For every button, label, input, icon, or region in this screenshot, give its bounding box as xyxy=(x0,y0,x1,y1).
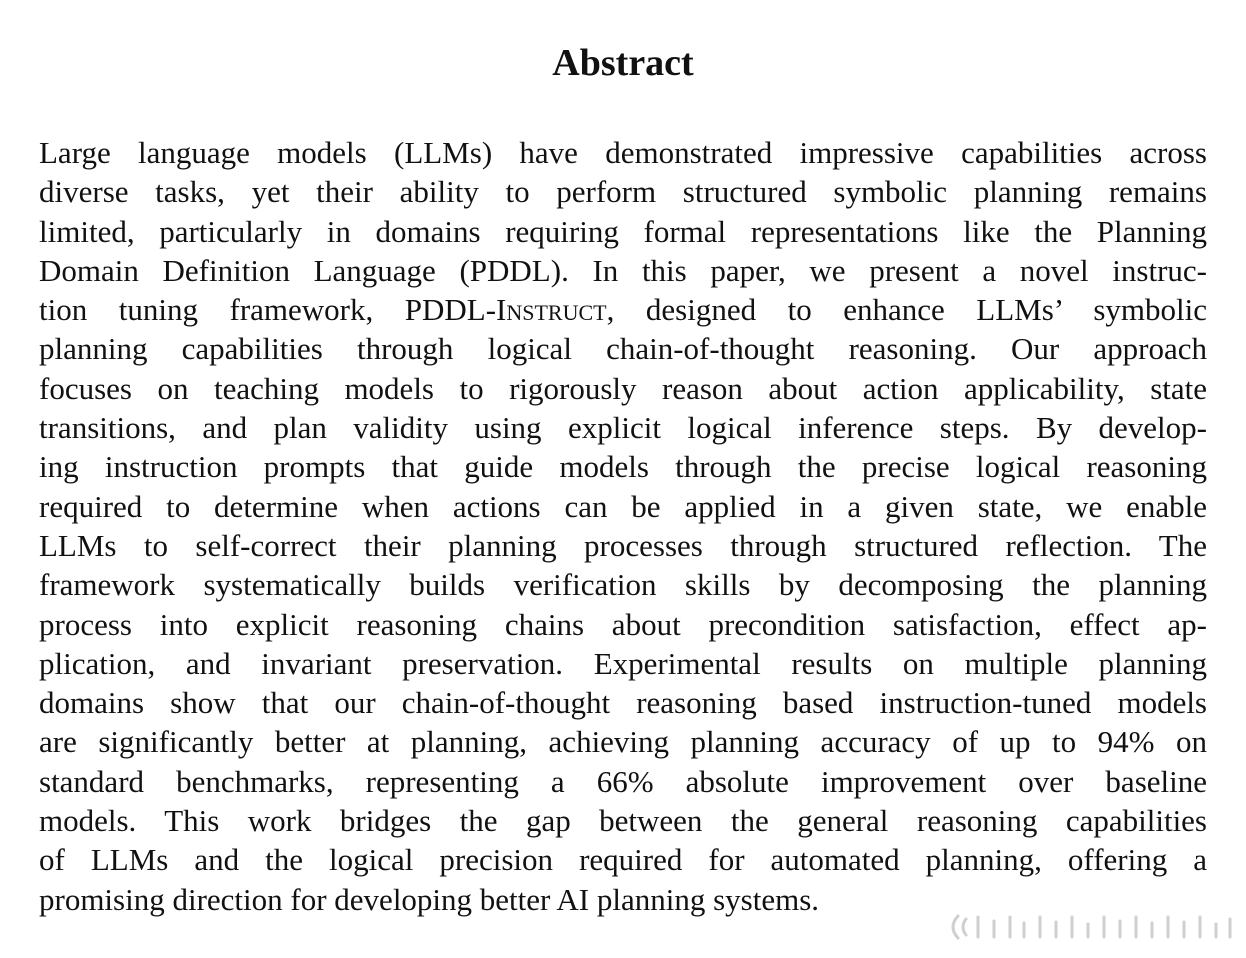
abstract-line-part: , designed to enhance LLMs’ symbolic xyxy=(606,292,1208,328)
abstract-line: planning capabilities through logical chain-of-thought reasoning. Our approach xyxy=(39,331,1207,367)
abstract-line: standard benchmarks, representing a 66% absolute improvement over baseline xyxy=(39,763,1207,799)
method-name-smallcaps: Instruct xyxy=(496,292,607,328)
abstract-line: promising direction for developing better AI planning systems. xyxy=(39,881,820,917)
abstract-line: focuses on teaching models to rigorously reason about action applicability, state xyxy=(39,370,1207,406)
abstract-line: LLMs to self-correct their planning processes through structured reflection. The xyxy=(39,527,1207,563)
abstract-line: required to determine when actions can be applied in a given state, we enable xyxy=(39,488,1207,524)
abstract-line: ing instruction prompts that guide models through the precise logical reasoning xyxy=(39,449,1207,485)
abstract-heading: Abstract xyxy=(552,42,694,84)
abstract-line: models. This work bridges the gap between the general reasoning capabilities xyxy=(39,803,1207,839)
abstract-line: plication, and invariant preservation. Experimental results on multiple planning xyxy=(39,645,1207,681)
abstract-line: domains show that our chain-of-thought reasoning based instruction-tuned models xyxy=(39,685,1207,721)
abstract-line: of LLMs and the logical precision required for automated planning, offering a xyxy=(39,842,1207,878)
abstract-line: Large language models (LLMs) have demonstrated impressive capabilities across xyxy=(39,135,1207,170)
abstract-line: are significantly better at planning, achieving planning accuracy of up to 94% on xyxy=(39,724,1207,760)
abstract-line: process into explicit reasoning chains about precondition satisfaction, effect ap- xyxy=(39,606,1207,642)
abstract-line: transitions, and plan validity using explicit logical inference steps. By develop- xyxy=(39,410,1207,446)
abstract-line xyxy=(39,290,1207,329)
watermark-logo xyxy=(944,910,1236,944)
abstract-body xyxy=(39,133,1207,919)
abstract-line-part: tion tuning framework, PDDL- xyxy=(39,292,497,328)
abstract-line: framework systematically builds verification skills by decomposing the planning xyxy=(39,567,1207,603)
abstract-line: Domain Definition Language (PDDL). In this paper, we present a novel instruc- xyxy=(39,252,1207,288)
abstract-line: limited, particularly in domains requiring formal representations like the Planning xyxy=(39,213,1207,249)
abstract-line: diverse tasks, yet their ability to perform structured symbolic planning remains xyxy=(39,174,1207,210)
